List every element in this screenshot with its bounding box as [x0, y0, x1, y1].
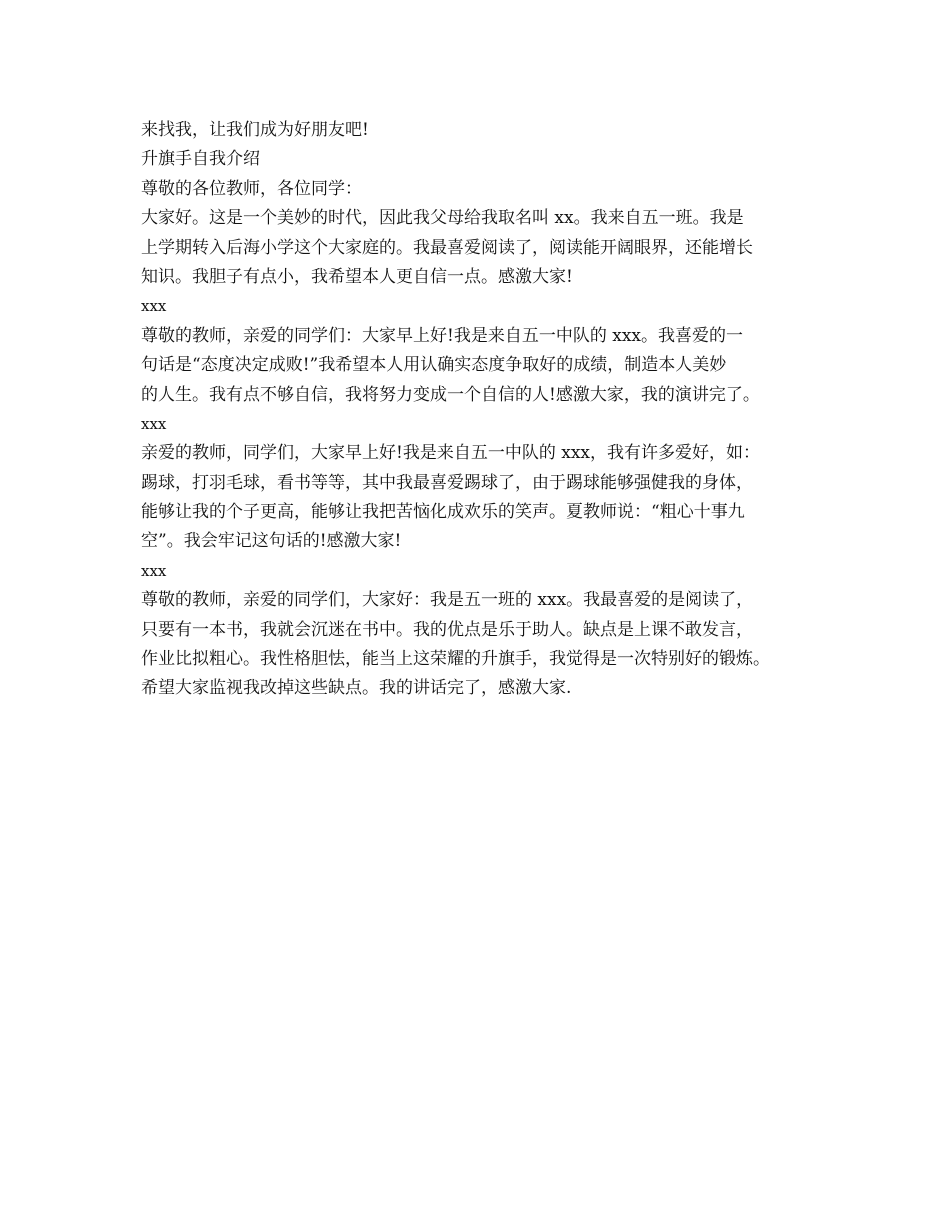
- text-line: 大家好。这是一个美妙的时代，因此我父母给我取名叫 xx。我来自五一班。我是: [141, 208, 744, 229]
- text-line: 作业比拟粗心。我性格胆怯，能当上这荣耀的升旗手，我觉得是一次特别好的锻炼。: [141, 649, 770, 670]
- text-line: 来找我，让我们成为好朋友吧!: [141, 120, 369, 140]
- text-line: 尊敬的教师，亲爱的同学们：大家早上好!我是来自五一中队的 xxx。我喜爱的一: [141, 325, 743, 346]
- text-line: 希望大家监视我改掉这些缺点。我的讲话完了，感激大家.: [141, 678, 572, 699]
- separator-label: xxx: [141, 561, 167, 580]
- document-body: [141, 116, 841, 704]
- text-line: 句话是“态度决定成败!”我希望本人用认确实态度争取好的成绩，制造本人美妙: [141, 355, 727, 376]
- text-line: 知识。我胆子有点小，我希望本人更自信一点。感激大家!: [141, 266, 573, 287]
- text-line: 的人生。我有点不够自信，我将努力变成一个自信的人!感激大家，我的演讲完了。: [141, 384, 760, 405]
- text-line: 能够让我的个子更高，能够让我把苦恼化成欢乐的笑声。夏教师说：“粗心十事九: [141, 502, 745, 523]
- separator-label: xxx: [141, 297, 167, 316]
- section-title: 升旗手自我介绍: [141, 149, 260, 170]
- text-line: 上学期转入后海小学这个大家庭的。我最喜爱阅读了，阅读能开阔眼界，还能增长: [141, 237, 753, 258]
- greeting-line: 尊敬的各位教师，各位同学：: [141, 178, 362, 199]
- text-line: 空”。我会牢记这句话的!感激大家!: [141, 531, 402, 552]
- separator-label: xxx: [141, 414, 167, 433]
- text-line: 踢球，打羽毛球，看书等等，其中我最喜爱踢球了，由于踢球能够强健我的身体，: [141, 472, 753, 493]
- text-line: 尊敬的教师，亲爱的同学们，大家好：我是五一班的 xxx。我最喜爱的是阅读了，: [141, 590, 754, 611]
- text-line: 亲爱的教师，同学们，大家早上好!我是来自五一中队的 xxx，我有许多爱好，如：: [141, 443, 760, 464]
- text-line: 只要有一本书，我就会沉迷在书中。我的优点是乐于助人。缺点是上课不敢发言，: [141, 619, 753, 640]
